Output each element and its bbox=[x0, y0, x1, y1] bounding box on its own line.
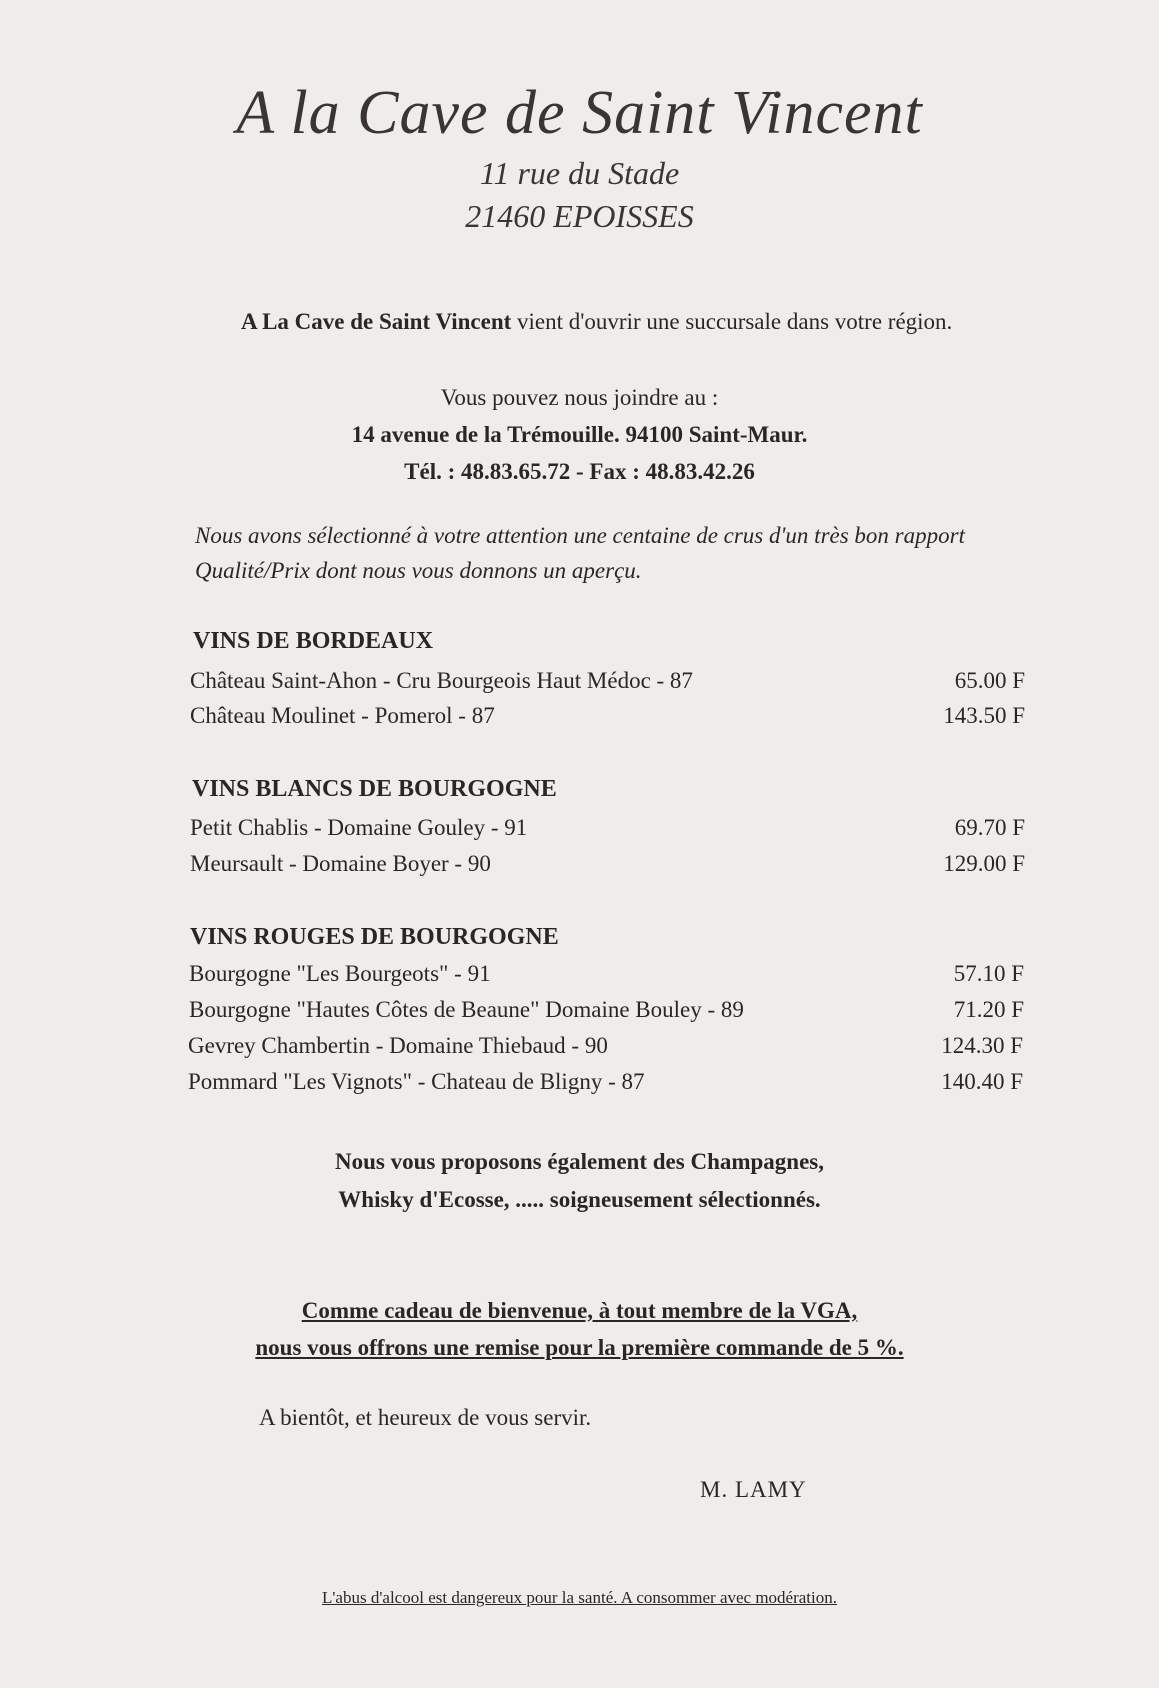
signature: M. LAMY bbox=[700, 1477, 807, 1502]
wine-row bbox=[190, 668, 1025, 700]
closing-line: A bientôt, et heureux de vous servir. bbox=[259, 1405, 592, 1430]
extras-line-1: Nous vous proposons également des Champagnes, bbox=[334, 1149, 825, 1174]
wine-row bbox=[188, 1033, 1023, 1065]
wine-name: Pommard "Les Vignots" - Chateau de Bligny - 87 bbox=[188, 1069, 645, 1094]
wine-row bbox=[188, 1069, 1023, 1101]
wine-name: Bourgogne "Hautes Côtes de Beaune" Domaine Bouley - 89 bbox=[189, 997, 744, 1022]
wine-price: 69.70 F bbox=[954, 815, 1025, 840]
wine-name: Meursault - Domaine Boyer - 90 bbox=[190, 851, 491, 876]
intro-shop-name: A La Cave de Saint Vincent bbox=[241, 309, 512, 334]
contact-line: Vous pouvez nous joindre au : bbox=[440, 385, 719, 410]
extras-line-2: Whisky d'Ecosse, ..... soigneusement sélectionnés. bbox=[338, 1187, 821, 1212]
wine-name: Gevrey Chambertin - Domaine Thiebaud - 90 bbox=[188, 1033, 608, 1058]
wine-name: Château Saint-Ahon - Cru Bourgeois Haut Médoc - 87 bbox=[190, 668, 693, 693]
wine-row bbox=[190, 815, 1025, 847]
wine-row bbox=[190, 851, 1025, 883]
section-title-bordeaux: VINS DE BORDEAUX bbox=[193, 628, 434, 654]
phone-fax: Tél. : 48.83.65.72 - Fax : 48.83.42.26 bbox=[404, 459, 755, 484]
wine-row bbox=[190, 703, 1025, 735]
wine-name: Château Moulinet - Pomerol - 87 bbox=[190, 703, 495, 728]
wine-price: 71.20 F bbox=[953, 997, 1024, 1022]
wine-price: 57.10 F bbox=[953, 961, 1024, 986]
section-title-white-burgundy: VINS BLANCS DE BOURGOGNE bbox=[192, 776, 557, 802]
wine-row bbox=[189, 997, 1024, 1029]
street-address: 11 rue du Stade bbox=[479, 155, 680, 191]
offer-line-1: Comme cadeau de bienvenue, à tout membre de la VGA, bbox=[301, 1298, 858, 1323]
wine-price: 143.50 F bbox=[943, 703, 1025, 728]
shop-title: A la Cave de Saint Vincent bbox=[236, 79, 923, 147]
wine-price: 140.40 F bbox=[941, 1069, 1023, 1094]
city-address: 21460 EPOISSES bbox=[465, 198, 694, 234]
wine-name: Petit Chablis - Domaine Gouley - 91 bbox=[190, 815, 528, 840]
wine-price: 124.30 F bbox=[941, 1033, 1023, 1058]
branch-address: 14 avenue de la Trémouille. 94100 Saint-Maur. bbox=[351, 422, 808, 447]
wine-row bbox=[189, 961, 1024, 993]
health-warning: L'abus d'alcool est dangereux pour la santé. A consommer avec modération. bbox=[321, 1588, 838, 1607]
section-title-red-burgundy: VINS ROUGES DE BOURGOGNE bbox=[190, 924, 559, 950]
intro-announcement bbox=[241, 309, 952, 335]
intro-announcement-text: vient d'ouvrir une succursale dans votre région. bbox=[517, 309, 953, 334]
wine-price: 65.00 F bbox=[954, 668, 1025, 693]
wine-price: 129.00 F bbox=[943, 851, 1025, 876]
offer-line-2: nous vous offrons une remise pour la première commande de 5 %. bbox=[255, 1335, 904, 1360]
selection-line-1: Nous avons sélectionné à votre attention une centaine de crus d'un très bon rapport bbox=[195, 523, 965, 548]
selection-line-2: Qualité/Prix dont nous vous donnons un aperçu. bbox=[195, 558, 642, 583]
wine-name: Bourgogne "Les Bourgeots" - 91 bbox=[189, 961, 491, 986]
